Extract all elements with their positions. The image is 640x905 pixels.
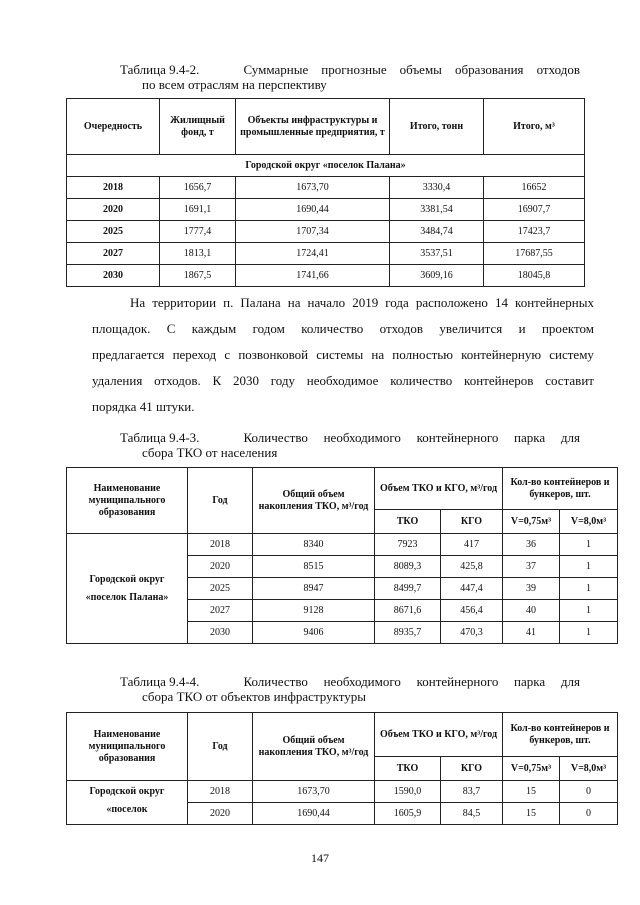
- value-cell: 470,3: [441, 622, 503, 644]
- caption-word: парка: [514, 674, 546, 689]
- value-cell: 8499,7: [375, 578, 441, 600]
- value-cell: 3381,54: [390, 199, 484, 221]
- table2-body: [67, 177, 585, 287]
- t4-header-tko: ТКО: [375, 757, 441, 781]
- paragraph-word: увеличится: [439, 321, 503, 336]
- t4-header-year: Год: [188, 713, 253, 781]
- year-cell: 2018: [188, 534, 253, 556]
- header-infrastructure: Объекты инфраструктуры и промышленные предприятия, т: [236, 99, 390, 155]
- paragraph-word: К: [212, 373, 222, 388]
- t3-header-v8: V=8,0м³: [560, 510, 618, 534]
- paragraph-word: составит: [545, 373, 594, 388]
- value-cell: 1813,1: [160, 243, 236, 265]
- value-cell: 16907,7: [484, 199, 585, 221]
- paragraph-word: количество: [390, 373, 453, 388]
- table2-caption-title: [243, 62, 580, 77]
- paragraph-word: проектом: [541, 321, 594, 336]
- value-cell: 16652: [484, 177, 585, 199]
- year-cell: 2027: [188, 600, 253, 622]
- value-cell: 8671,6: [375, 600, 441, 622]
- paragraph-word: 2030: [232, 373, 259, 388]
- paragraph-word: порядка 41 штуки.: [92, 399, 195, 414]
- municipality-cell: Городской округ «поселок: [67, 781, 188, 825]
- paragraph-word: необходимое: [306, 373, 379, 388]
- paragraph-word: отходов: [379, 321, 424, 336]
- paragraph-word: 14: [494, 295, 508, 310]
- table4-caption: [120, 674, 580, 704]
- caption-word: Суммарные: [243, 62, 309, 77]
- table2-caption-number: Таблица 9.4-2.: [120, 62, 200, 77]
- paragraph-word: предлагается: [92, 347, 165, 362]
- year-cell: 2025: [188, 578, 253, 600]
- table3-body: [67, 534, 618, 644]
- table-row: [67, 177, 585, 199]
- paragraph-word: начало: [307, 295, 346, 310]
- value-cell: 1605,9: [375, 803, 441, 825]
- paragraph-word: удаления: [92, 373, 143, 388]
- value-cell: 1673,70: [253, 781, 375, 803]
- value-cell: 8947: [253, 578, 375, 600]
- paragraph-word: году: [270, 373, 295, 388]
- value-cell: 1691,1: [160, 199, 236, 221]
- value-cell: 1: [560, 622, 618, 644]
- table3-caption-line2: сбора ТКО от населения: [142, 445, 278, 460]
- value-cell: 1867,5: [160, 265, 236, 287]
- header-total-m3: Итого, м³: [484, 99, 585, 155]
- paragraph-word: количество: [301, 321, 364, 336]
- paragraph-word: расположено: [415, 295, 488, 310]
- municipality-cell: Городской округ «поселок Палана»: [67, 534, 188, 644]
- table2-caption-line2: по всем отраслям на перспективу: [142, 77, 327, 92]
- value-cell: 1690,44: [236, 199, 390, 221]
- caption-word: объемы: [399, 62, 442, 77]
- caption-word: необходимого: [323, 674, 401, 689]
- value-cell: 15: [503, 803, 560, 825]
- value-cell: 17687,55: [484, 243, 585, 265]
- paragraph-word: каждым: [191, 321, 237, 336]
- paragraph-word: года: [385, 295, 409, 310]
- t3-header-volume: Объем ТКО и КГО, м³/год: [375, 468, 503, 510]
- paragraph-word: Палана: [240, 295, 281, 310]
- caption-word: образования: [454, 62, 524, 77]
- paragraph-word: 2019: [352, 295, 379, 310]
- year-cell: 2020: [188, 556, 253, 578]
- caption-word: контейнерного: [416, 674, 499, 689]
- paragraph-word: контейнерную: [461, 347, 542, 362]
- value-cell: 3484,74: [390, 221, 484, 243]
- year-cell: 2020: [67, 199, 160, 221]
- paragraph-word: контейнерных: [515, 295, 594, 310]
- caption-word: парка: [514, 430, 546, 445]
- year-cell: 2027: [67, 243, 160, 265]
- paragraph-word: с: [224, 347, 231, 362]
- t4-header-total: Общий объем накопления ТКО, м³/год: [253, 713, 375, 781]
- value-cell: 456,4: [441, 600, 503, 622]
- t3-header-mo: Наименование муниципального образования: [67, 468, 188, 534]
- value-cell: 0: [560, 781, 618, 803]
- value-cell: 1741,66: [236, 265, 390, 287]
- value-cell: 9128: [253, 600, 375, 622]
- value-cell: 36: [503, 534, 560, 556]
- table2-section-title: Городской округ «поселок Палана»: [67, 155, 585, 177]
- value-cell: 18045,8: [484, 265, 585, 287]
- value-cell: 447,4: [441, 578, 503, 600]
- paragraph-word: полностью: [392, 347, 453, 362]
- page-number: 147: [311, 851, 329, 865]
- t4-header-v075: V=0,75м³: [503, 757, 560, 781]
- paragraph-word: систему: [549, 347, 594, 362]
- paragraph-word: позвонковой: [238, 347, 309, 362]
- table3-caption-number: Таблица 9.4-3.: [120, 430, 200, 445]
- table2-caption: [120, 62, 580, 92]
- value-cell: 1: [560, 578, 618, 600]
- caption-word: Количество: [243, 430, 308, 445]
- table-row: [67, 265, 585, 287]
- table-9-4-4: [66, 712, 618, 825]
- paragraph-word: на: [287, 295, 301, 310]
- table3-caption: [120, 430, 580, 460]
- caption-word: контейнерного: [416, 430, 499, 445]
- value-cell: 3537,51: [390, 243, 484, 265]
- year-cell: 2020: [188, 803, 253, 825]
- t3-header-count: Кол-во контейнеров и бункеров, шт.: [503, 468, 618, 510]
- value-cell: 9406: [253, 622, 375, 644]
- t3-header-total: Общий объем накопления ТКО, м³/год: [253, 468, 375, 534]
- value-cell: 0: [560, 803, 618, 825]
- table-row: [67, 199, 585, 221]
- value-cell: 1: [560, 534, 618, 556]
- value-cell: 41: [503, 622, 560, 644]
- paragraph-word: На: [130, 295, 146, 310]
- paragraph-line: [92, 290, 594, 316]
- value-cell: 1724,41: [236, 243, 390, 265]
- table4-caption-title: [243, 674, 580, 689]
- value-cell: 1590,0: [375, 781, 441, 803]
- value-cell: 8515: [253, 556, 375, 578]
- table3-caption-title: [243, 430, 580, 445]
- table4-body: [67, 781, 618, 825]
- t3-header-tko: ТКО: [375, 510, 441, 534]
- caption-word: для: [560, 430, 580, 445]
- header-total-tons: Итого, тонн: [390, 99, 484, 155]
- value-cell: 37: [503, 556, 560, 578]
- t4-header-v8: V=8,0м³: [560, 757, 618, 781]
- body-paragraph: [92, 290, 594, 420]
- table-row: [67, 781, 618, 803]
- value-cell: 8340: [253, 534, 375, 556]
- value-cell: 15: [503, 781, 560, 803]
- paragraph-word: переход: [172, 347, 217, 362]
- value-cell: 1777,4: [160, 221, 236, 243]
- value-cell: 1707,34: [236, 221, 390, 243]
- caption-word: необходимого: [323, 430, 401, 445]
- value-cell: 3609,16: [390, 265, 484, 287]
- caption-word: прогнозные: [321, 62, 387, 77]
- value-cell: 1: [560, 600, 618, 622]
- value-cell: 1690,44: [253, 803, 375, 825]
- table-row: [67, 221, 585, 243]
- value-cell: 17423,7: [484, 221, 585, 243]
- value-cell: 1: [560, 556, 618, 578]
- paragraph-word: п.: [223, 295, 234, 310]
- t3-header-v075: V=0,75м³: [503, 510, 560, 534]
- paragraph-word: территории: [152, 295, 217, 310]
- value-cell: 83,7: [441, 781, 503, 803]
- paragraph-word: годом: [252, 321, 285, 336]
- year-cell: 2018: [67, 177, 160, 199]
- paragraph-word: С: [166, 321, 176, 336]
- year-cell: 2025: [67, 221, 160, 243]
- paragraph-word: отходов.: [154, 373, 201, 388]
- table-row: [67, 243, 585, 265]
- paragraph-word: на: [371, 347, 385, 362]
- t3-header-year: Год: [188, 468, 253, 534]
- t3-header-kgo: КГО: [441, 510, 503, 534]
- t4-header-count: Кол-во контейнеров и бункеров, шт.: [503, 713, 618, 757]
- paragraph-word: и: [518, 321, 526, 336]
- paragraph-word: контейнеров: [464, 373, 534, 388]
- value-cell: 7923: [375, 534, 441, 556]
- paragraph-line: [92, 316, 594, 342]
- value-cell: 3330,4: [390, 177, 484, 199]
- table-9-4-2: [66, 98, 585, 287]
- t4-header-volume: Объем ТКО и КГО, м³/год: [375, 713, 503, 757]
- t4-header-kgo: КГО: [441, 757, 503, 781]
- value-cell: 8935,7: [375, 622, 441, 644]
- paragraph-line: [92, 342, 594, 368]
- t4-header-mo: Наименование муниципального образования: [67, 713, 188, 781]
- table-row: [67, 534, 618, 556]
- header-housing: Жилищный фонд, т: [160, 99, 236, 155]
- paragraph-line: [92, 394, 594, 420]
- year-cell: 2018: [188, 781, 253, 803]
- caption-word: Количество: [243, 674, 308, 689]
- value-cell: 40: [503, 600, 560, 622]
- value-cell: 39: [503, 578, 560, 600]
- year-cell: 2030: [188, 622, 253, 644]
- value-cell: 425,8: [441, 556, 503, 578]
- value-cell: 84,5: [441, 803, 503, 825]
- paragraph-word: системы: [316, 347, 364, 362]
- value-cell: 8089,3: [375, 556, 441, 578]
- year-cell: 2030: [67, 265, 160, 287]
- paragraph-word: площадок.: [92, 321, 151, 336]
- value-cell: 1656,7: [160, 177, 236, 199]
- table-9-4-3: [66, 467, 618, 644]
- header-order: Очередность: [67, 99, 160, 155]
- value-cell: 1673,70: [236, 177, 390, 199]
- table4-caption-number: Таблица 9.4-4.: [120, 674, 200, 689]
- value-cell: 417: [441, 534, 503, 556]
- paragraph-line: [92, 368, 594, 394]
- table4-caption-line2: сбора ТКО от объектов инфраструктуры: [142, 689, 367, 704]
- caption-word: отходов: [536, 62, 580, 77]
- caption-word: для: [560, 674, 580, 689]
